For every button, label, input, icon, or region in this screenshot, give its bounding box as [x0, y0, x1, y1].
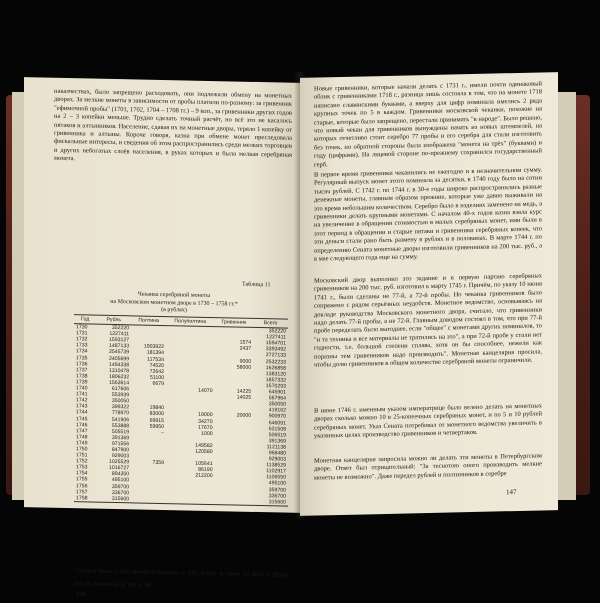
table-cell: 505519: [111, 428, 130, 436]
table-cell: 1570293: [265, 383, 286, 390]
table-cell: 1755: [76, 476, 88, 483]
table-cell: 1756: [76, 482, 88, 489]
table-cell: 59950: [149, 423, 165, 430]
table-cell: [131, 496, 166, 503]
table-cell: 1016727: [108, 465, 130, 472]
table-cell: 3393492: [265, 346, 286, 353]
table-cell: 1750: [76, 446, 88, 453]
table-cell: 1138529: [266, 462, 286, 469]
table-cell: 1025529: [108, 459, 130, 466]
footnote: * Монеты Анны. С. 215; Монеты Елизаветы. С. 273; ЦГАДА. Ф. Сенат. Кн. 3554. Л. 359 об. – 373 об. (Финансы). Д. 165. Л. 48.: [74, 568, 290, 589]
table-cell: 1731: [76, 330, 88, 337]
right-paragraph-1: Новые гривенники, которые начали делать с 1731 г., имели почти одинаковый облик с гривенниками 1718 г., разница лишь состояла в том, что на монете 1718 написано славянскими буквами, а вверху для цифр номинала имелись 2 ряда крупных точек по 5 в каждом. Гривенники московской чеканки, похожие на старые, которые было запрещено, перестали принимать "в народе". Было решено, что новый чекан для гривенников вынуждены начать из новых штемпелей, на которых отчетливо стоит серебро 77 пробы и его серебра для стали изготовить без точек, но обратной стороны была изображена "монета на трёх" (буквами) и году (цифрами). На лицевой стороне по-прежнему сохранился государственный герб.: [314, 80, 542, 169]
table-cell: 541906: [111, 416, 130, 423]
table-cell: 506519: [268, 431, 286, 439]
table-cell: –: [161, 429, 165, 436]
table-cell: 20000: [236, 412, 252, 420]
table-cell: 1751: [76, 452, 88, 459]
table-cell: 181394: [146, 350, 165, 357]
table-cell: 2437: [239, 346, 252, 353]
table-cell: 117534: [147, 356, 165, 363]
table-caption: Чеканка серебряной монеты на Московском монетном дворе в 1730 – 1758 гг.* (в рублях): [110, 291, 238, 314]
table-cell: 1747: [76, 427, 88, 435]
table-cell: 1857332: [265, 377, 286, 384]
table-cell: 646091: [268, 419, 286, 427]
table-cell: 1741: [76, 391, 88, 398]
table-cell: 1739: [76, 379, 88, 386]
table-header-cell: Полтина: [131, 316, 166, 326]
table-header-cell: Всего: [253, 318, 288, 328]
table-cell: 1730: [76, 324, 88, 331]
table-cell: 553888: [111, 422, 130, 429]
table-cell: 391369: [268, 438, 286, 445]
table-cell: 1758: [74, 495, 96, 502]
table-cell: 86190: [198, 467, 213, 474]
page-number-left: 146: [76, 590, 87, 599]
table-cell: 1737: [76, 366, 88, 374]
table-cell: 1563614: [108, 379, 130, 387]
table-cell: 391369: [111, 434, 130, 442]
table-cell: 971556: [111, 440, 130, 448]
table-cell: 1732: [76, 336, 88, 343]
table-cell: 1745: [76, 415, 88, 422]
table-header-cell: Полуполтина: [166, 317, 215, 327]
table-cell: 2545739: [108, 349, 130, 356]
table-cell: 1733: [76, 342, 88, 349]
table-cell: 350050: [268, 401, 286, 408]
table-header-cell: Гривенник: [215, 318, 254, 328]
table-cell: 1594701: [265, 340, 286, 347]
table-cell: 1227411: [109, 331, 130, 338]
table-cell: 929003: [111, 453, 130, 460]
table-cell: 419162: [268, 407, 286, 414]
table-cell: 14070: [198, 387, 213, 395]
table-cell: 1227411: [266, 334, 286, 341]
table-cell: 1749: [76, 440, 88, 447]
page-number-right: 147: [506, 488, 517, 497]
table-cell: 1736: [76, 360, 88, 368]
table-cell: 1593127: [108, 337, 130, 344]
left-page: [24, 77, 300, 599]
coin-minting-table: [74, 314, 288, 506]
table-cell: 1102917: [266, 468, 286, 475]
table-cell: 1106550: [266, 474, 286, 481]
table-cell: 7359: [152, 459, 165, 467]
table-cell: 900970: [268, 413, 286, 421]
table-cell: 336700: [111, 489, 130, 496]
table-label: Таблица 11: [242, 281, 271, 289]
left-paragraph: наказчествах, было запрещено расходовать, они подлежали обмену на монетных дворах. За мелкие монеты в зависимости от пробы платили по-разному: за гривенник "ефимочной пробы" (1701, 1702, 1704 – 1708 гг.) – 9 коп., за гривенники других годов на 2 – 3 копейки меньше. Трудно сделать точный расчёт, но всё это не касалось пятаков и алтынников. Население, сдавая их на монетные дворы, теряло 1 копейку от гривенника и алтыны. Короче говоря, казна при обмене монет преследовала фискальные интересы, и сведения об этом распространились среди мелких торговцев и других небогатых слоёв населения, в руках которых и была мелкая серебряная монета.: [54, 87, 292, 163]
table-cell: 2727133: [265, 352, 286, 360]
table-cell: 6679: [152, 380, 165, 387]
table-cell: 72642: [149, 368, 165, 375]
table-cell: 495100: [268, 480, 286, 488]
table-header-cell: Год: [74, 315, 96, 325]
table-cell: 336700: [268, 492, 286, 500]
table-cell: 567964: [268, 395, 286, 402]
table-cell: 617606: [111, 385, 130, 393]
table-cell: 1574: [239, 339, 252, 347]
table-cell: 1748: [76, 433, 88, 441]
table-cell: 19840: [149, 405, 165, 412]
table-cell: 149582: [195, 442, 213, 449]
table-cell: 1742: [76, 397, 88, 404]
table-cell: 1752: [76, 458, 88, 465]
table-cell: 352220: [268, 328, 286, 335]
table-cell: 352220: [111, 325, 130, 332]
right-paragraph-3: Московский двор выполнил это задание и в первую партию серебряных гривенников на 200 тыс. руб. изготовил к марту 1745 г. Причём, по указу 10 июня 1741 г., были сделаны не 77-й, а 72-й пробы. Но чеканка гривенников было сопряжено с рядом серьёзных неудобств. Монетное ведомство, основываясь на докладе руководства Московского монетного двора, считало, что гривенники надо делать 77-й пробы, а не 72-й. Главным доводом состоял в том, что при 77-й пробе переделать было выгоднее, если "общее" с монетами других номиналов, то "и та техника и все материалы не тратились на это", а при 72-й пробе у стали нет годности, т.е. большой степени сплава, хотя он бы способнее, нежели как поразны тем гривенников надо производить". Монетная канцелярия просила, чтобы долю гривенников в общем количестве серебряной монеты ограничили.: [314, 272, 542, 369]
table-cell: 1757: [76, 488, 88, 496]
right-paragraph-2: В первое время гривенники чеканились не ежегодно и в незначительном сумму. Регулярный выпуск монет этого номинала за десятки, в 1740 году было на сотни тысяч рублей. С 1742 г. по 1744 г. в 30-е годы широко распространились разные денежные монеты, главным образом прежние, которые уже давно выживали на это время небольшим количеством. Серебро было в изделиях заменено на медь, а гривенники делать крупными монетами. С началом 40-х годов казна взяла курс на увеличение в обращении стоимостью в малых серебряных монет, ими были в этот период в обращении и старые пятаки и гривенники серебряных копеек, что эти деньги стали рано быть размену в рублях и в половинах. В марте 1744 г. по определению Сената монетные дворы изготовили гривенников на 200 тыс. руб., а в мае следующего года еще на сумму.: [314, 166, 542, 263]
table-cell: 1734: [76, 348, 88, 355]
table-cell: 359700: [111, 483, 130, 490]
table-cell: 1746: [76, 421, 88, 429]
table-cell: 1310478: [108, 367, 130, 375]
table-cell: 1806232: [108, 373, 130, 381]
table-cell: 1754: [76, 470, 88, 477]
table-cell: 1121138: [266, 444, 286, 451]
table-cell: 1487133: [108, 343, 130, 350]
table-cell: 9000: [239, 358, 252, 365]
table-cell: 778970: [111, 410, 130, 417]
table-cell: 1744: [76, 409, 88, 416]
table-body: [74, 324, 288, 506]
table-cell: 894350: [111, 471, 130, 478]
page-edges-right: [556, 92, 576, 500]
table-cell: 350050: [111, 398, 130, 405]
table-cell: 19000: [198, 412, 213, 419]
table-cell: 14225: [236, 388, 252, 395]
table-cell: 83000: [149, 411, 165, 418]
table-cell: 2405699: [108, 355, 130, 362]
table-cell: 1000: [201, 430, 213, 437]
table-cell: 1738: [76, 373, 88, 380]
table-cell: 14025: [236, 394, 252, 401]
table-cell: 847900: [111, 446, 130, 454]
table-cell: 645901: [268, 389, 286, 396]
table-cell: 315600: [253, 499, 288, 506]
table-cell: 212200: [195, 473, 213, 480]
table-cell: 399322: [111, 404, 130, 411]
table-cell: 51100: [149, 374, 165, 381]
table-cell: 1735: [76, 354, 88, 362]
table-cell: 2532233: [265, 358, 286, 366]
table-cell: 58000: [236, 364, 252, 371]
table-cell: 69915: [149, 417, 165, 424]
table-cell: [166, 497, 215, 505]
table-header-cell: Рубль: [96, 315, 131, 325]
table-cell: 1383120: [265, 370, 286, 378]
right-page: [300, 72, 558, 516]
table-cell: 120580: [195, 448, 213, 456]
table-cell: 359700: [268, 486, 286, 494]
table-cell: 17670: [198, 424, 213, 431]
table-cell: 929003: [268, 456, 286, 463]
table-cell: 1753: [76, 464, 88, 471]
table-cell: 1626858: [265, 364, 286, 372]
table-cell: 1743: [76, 403, 88, 410]
right-paragraph-4: В июне 1746 г. именным указом императрице было велено делать на монетных дворах сколько можно 10 в 25-копеечных серебряных монет, и по 5 и 10 рублей серебряных монет. Указ Сената потребовал от монетного ведомства увеличить в указанных целях производство гривенников и четвертаков.: [314, 402, 542, 440]
table-cell: 34270: [198, 418, 213, 425]
table-cell: 315600: [96, 495, 131, 502]
table-cell: 553939: [111, 392, 130, 399]
table-cell: 1740: [76, 385, 88, 392]
table-cell: [215, 498, 254, 505]
table-cell: 1903922: [143, 343, 165, 351]
table-cell: 968480: [268, 450, 286, 457]
table-cell: 495100: [111, 477, 130, 484]
right-paragraph-5: Монетная канцелярия запросила можно ли делать эти монеты в Петербургском дворе. Ответ был отрицательный: "За теснотою оного производить мелкие монеты не возможно". Даже передел рублей и полтинников в серебре: [314, 452, 542, 482]
table-cell: 1494338: [108, 361, 130, 368]
table-cell: 74520: [149, 362, 165, 369]
table-cell: 105641: [195, 460, 213, 468]
table-cell: 631508: [268, 425, 286, 433]
